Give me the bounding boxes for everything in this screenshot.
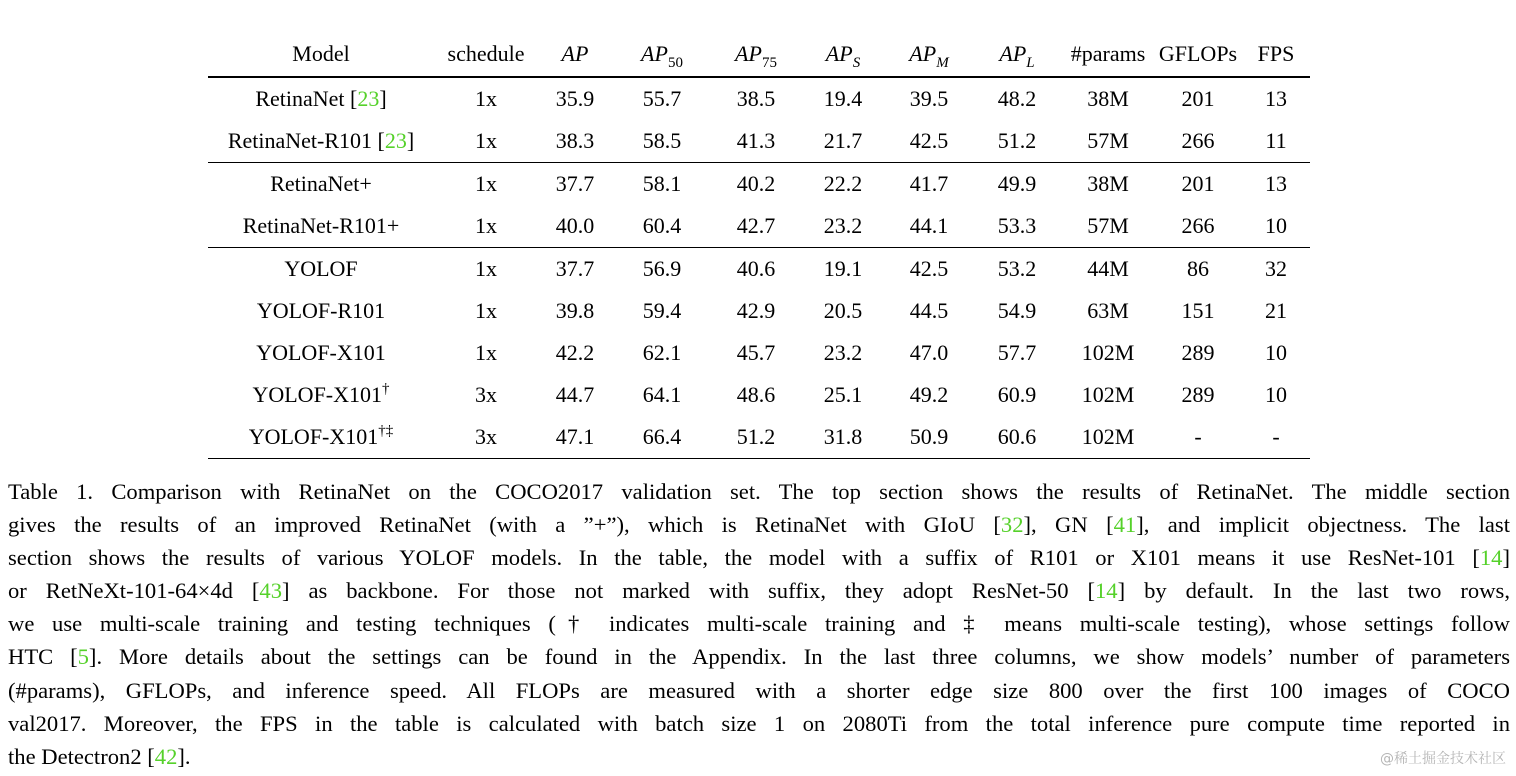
cell-schedule: 1x bbox=[475, 171, 497, 196]
table-row bbox=[208, 163, 1310, 206]
cell-ap: 37.7 bbox=[555, 256, 595, 281]
cell-params: 102M bbox=[1081, 340, 1135, 365]
cell-model: RetinaNet-R101+ bbox=[208, 205, 434, 248]
header-apl: $AP_L$ bbox=[972, 32, 1062, 77]
cell-aps: 21.7 bbox=[800, 120, 886, 163]
cell-ap: 35.9 bbox=[555, 86, 595, 111]
cell-apm: 41.7 bbox=[909, 171, 949, 196]
caption-line: section shows the results of various YOLOF models. In the table, the model with a suffix of R101 or X101 means it use ResNet-101 [14] bbox=[8, 545, 1510, 571]
citation-link[interactable]: 5 bbox=[77, 644, 89, 670]
cell-fps: 10 bbox=[1242, 205, 1310, 248]
cell-aps: 23.2 bbox=[800, 205, 886, 248]
cell-model: RetinaNet-R101 [23] bbox=[208, 120, 434, 163]
caption-line: or RetNeXt-101-64×4d [43] as backbone. For those not marked with suffix, they adopt ResNet-50 [14] by default. In the last two rows, bbox=[8, 578, 1510, 604]
cell-apl: 54.9 bbox=[997, 298, 1037, 323]
cell-ap75: 51.2 bbox=[712, 416, 800, 459]
watermark: @稀土掘金技术社区 bbox=[1380, 751, 1506, 767]
cell-ap: 39.8 bbox=[555, 298, 595, 323]
caption-line: gives the results of an improved RetinaNet (with a ”+”), which is RetinaNet with GIoU [32], GN [41], and implicit objectness. The last bbox=[8, 512, 1510, 538]
cell-model: RetinaNet+ bbox=[270, 171, 372, 196]
cell-params: 57M bbox=[1062, 205, 1154, 248]
cell-ap: 38.3 bbox=[538, 120, 612, 163]
table-row bbox=[208, 416, 1310, 459]
table-row bbox=[208, 332, 1310, 374]
caption-line: we use multi-scale training and testing techniques († indicates multi-scale training and ‡ means multi-scale testing), whose settings follow bbox=[8, 611, 1510, 637]
caption-line: HTC [5]. More details about the settings can be found in the Appendix. In the last three columns, we show models’ number of parameters bbox=[8, 644, 1510, 670]
cell-apl: 48.2 bbox=[997, 86, 1037, 111]
cell-apl: 60.9 bbox=[997, 382, 1037, 407]
cell-gflops: 266 bbox=[1154, 120, 1242, 163]
citation-link[interactable]: 41 bbox=[1113, 512, 1137, 538]
cell-ap75: 41.3 bbox=[712, 120, 800, 163]
cell-ap75: 42.7 bbox=[712, 205, 800, 248]
results-table bbox=[208, 32, 1310, 459]
cell-params: 57M bbox=[1062, 120, 1154, 163]
header-model: Model bbox=[208, 32, 434, 77]
cell-ap75: 38.5 bbox=[736, 86, 776, 111]
cell-ap: 47.1 bbox=[538, 416, 612, 459]
footnote-marker: † bbox=[382, 381, 390, 397]
cell-ap: 44.7 bbox=[555, 382, 595, 407]
cell-apm: 42.5 bbox=[886, 120, 972, 163]
cell-params: 102M bbox=[1081, 382, 1135, 407]
cell-ap: 42.2 bbox=[555, 340, 595, 365]
cell-gflops: 266 bbox=[1154, 205, 1242, 248]
cell-aps: 19.4 bbox=[823, 86, 863, 111]
header-ap75: $AP_{75}$ bbox=[712, 32, 800, 77]
cell-apl: 53.2 bbox=[997, 256, 1037, 281]
citation-link[interactable]: 23 bbox=[357, 86, 380, 111]
cell-aps: 23.2 bbox=[823, 340, 863, 365]
cell-fps: 32 bbox=[1265, 256, 1287, 281]
cell-ap50: 64.1 bbox=[642, 382, 682, 407]
cell-aps: 22.2 bbox=[823, 171, 863, 196]
table-row bbox=[208, 248, 1310, 291]
cell-ap50: 59.4 bbox=[642, 298, 682, 323]
cell-params: 44M bbox=[1087, 256, 1129, 281]
cell-schedule: 1x bbox=[475, 256, 497, 281]
cell-ap50: 56.9 bbox=[642, 256, 682, 281]
caption-line: val2017. Moreover, the FPS in the table is calculated with batch size 1 on 2080Ti from the total inference pure compute time reported in bbox=[8, 710, 1510, 736]
cell-ap50: 60.4 bbox=[612, 205, 712, 248]
cell-ap50: 62.1 bbox=[642, 340, 682, 365]
header-fps: FPS bbox=[1242, 32, 1310, 77]
citation-link[interactable]: 14 bbox=[1479, 545, 1503, 571]
header-ap: AP bbox=[538, 32, 612, 77]
cell-gflops: 151 bbox=[1181, 298, 1215, 323]
cell-gflops: - bbox=[1154, 416, 1242, 459]
caption-line: (#params), GFLOPs, and inference speed. All FLOPs are measured with a shorter edge size 800 over the first 100 images of COCO bbox=[8, 677, 1510, 703]
caption-line: Table 1. Comparison with RetinaNet on the COCO2017 validation set. The top section shows the results of RetinaNet. The middle section bbox=[8, 479, 1510, 504]
citation-link[interactable]: 43 bbox=[259, 578, 283, 604]
citation-link[interactable]: 42 bbox=[154, 743, 178, 769]
cell-fps: 21 bbox=[1265, 298, 1287, 323]
cell-schedule: 3x bbox=[475, 382, 497, 407]
cell-ap75: 40.6 bbox=[736, 256, 776, 281]
citation-link[interactable]: 23 bbox=[384, 128, 407, 153]
cell-params: 38M bbox=[1087, 171, 1129, 196]
cell-ap50: 58.5 bbox=[612, 120, 712, 163]
cell-schedule: 1x bbox=[434, 205, 538, 248]
cell-schedule: 1x bbox=[475, 340, 497, 365]
cell-fps: 11 bbox=[1242, 120, 1310, 163]
header-gflops: GFLOPs bbox=[1154, 32, 1242, 77]
cell-aps: 19.1 bbox=[823, 256, 863, 281]
cell-apm: 47.0 bbox=[909, 340, 949, 365]
cell-apl: 57.7 bbox=[997, 340, 1037, 365]
cell-model: YOLOF-X101† bbox=[252, 381, 390, 407]
cell-apl: 60.6 bbox=[972, 416, 1062, 459]
cell-ap: 37.7 bbox=[555, 171, 595, 196]
table-row bbox=[208, 120, 1310, 163]
cell-ap: 40.0 bbox=[538, 205, 612, 248]
cell-params: 38M bbox=[1087, 86, 1129, 111]
cell-ap75: 45.7 bbox=[736, 340, 776, 365]
cell-apm: 39.5 bbox=[909, 86, 949, 111]
header-apm: $AP_M$ bbox=[886, 32, 972, 77]
cell-gflops: 289 bbox=[1181, 382, 1215, 407]
cell-aps: 25.1 bbox=[823, 382, 863, 407]
cell-gflops: 201 bbox=[1181, 86, 1215, 111]
cell-ap50: 55.7 bbox=[642, 86, 682, 111]
cell-model: YOLOF-X101 bbox=[256, 340, 386, 365]
cell-fps: 10 bbox=[1265, 382, 1287, 407]
cell-model: YOLOF bbox=[284, 256, 358, 281]
cell-ap50: 66.4 bbox=[612, 416, 712, 459]
table-row bbox=[208, 77, 1310, 120]
header-aps: $AP_S$ bbox=[800, 32, 886, 77]
cell-apl: 51.2 bbox=[972, 120, 1062, 163]
cell-ap75: 42.9 bbox=[736, 298, 776, 323]
table-header-row bbox=[208, 32, 1310, 77]
cell-apl: 49.9 bbox=[997, 171, 1037, 196]
cell-apm: 42.5 bbox=[909, 256, 949, 281]
cell-gflops: 289 bbox=[1181, 340, 1215, 365]
caption-line: the Detectron2 [42]. bbox=[8, 743, 191, 769]
footnote-marker: †‡ bbox=[378, 423, 394, 439]
cell-model: YOLOF-R101 bbox=[256, 298, 386, 323]
cell-params: 63M bbox=[1087, 298, 1129, 323]
results-table-container bbox=[208, 32, 1310, 459]
header-schedule: schedule bbox=[434, 32, 538, 77]
cell-model: YOLOF-X101†‡ bbox=[208, 416, 434, 459]
cell-gflops: 86 bbox=[1187, 256, 1209, 281]
cell-apm: 50.9 bbox=[886, 416, 972, 459]
table-row bbox=[208, 374, 1310, 416]
cell-fps: - bbox=[1242, 416, 1310, 459]
cell-params: 102M bbox=[1062, 416, 1154, 459]
cell-model: RetinaNet [23] bbox=[255, 86, 387, 111]
cell-ap50: 58.1 bbox=[642, 171, 682, 196]
cell-schedule: 1x bbox=[434, 120, 538, 163]
cell-schedule: 3x bbox=[434, 416, 538, 459]
cell-aps: 31.8 bbox=[800, 416, 886, 459]
table-caption bbox=[8, 475, 1510, 773]
cell-apm: 44.1 bbox=[886, 205, 972, 248]
cell-ap75: 40.2 bbox=[736, 171, 776, 196]
cell-ap75: 48.6 bbox=[736, 382, 776, 407]
citation-link[interactable]: 14 bbox=[1095, 578, 1118, 604]
cell-fps: 10 bbox=[1265, 340, 1287, 365]
cell-fps: 13 bbox=[1265, 86, 1287, 111]
table-body bbox=[208, 77, 1310, 459]
table-row bbox=[208, 205, 1310, 248]
cell-fps: 13 bbox=[1265, 171, 1287, 196]
cell-apl: 53.3 bbox=[972, 205, 1062, 248]
cell-apm: 44.5 bbox=[909, 298, 949, 323]
header-ap50: $AP_{50}$ bbox=[612, 32, 712, 77]
cell-gflops: 201 bbox=[1181, 171, 1215, 196]
cell-schedule: 1x bbox=[475, 298, 497, 323]
cell-aps: 20.5 bbox=[823, 298, 863, 323]
cell-apm: 49.2 bbox=[909, 382, 949, 407]
citation-link[interactable]: 32 bbox=[1000, 512, 1024, 538]
header-params: #params bbox=[1062, 32, 1154, 77]
table-row bbox=[208, 290, 1310, 332]
cell-schedule: 1x bbox=[475, 86, 497, 111]
